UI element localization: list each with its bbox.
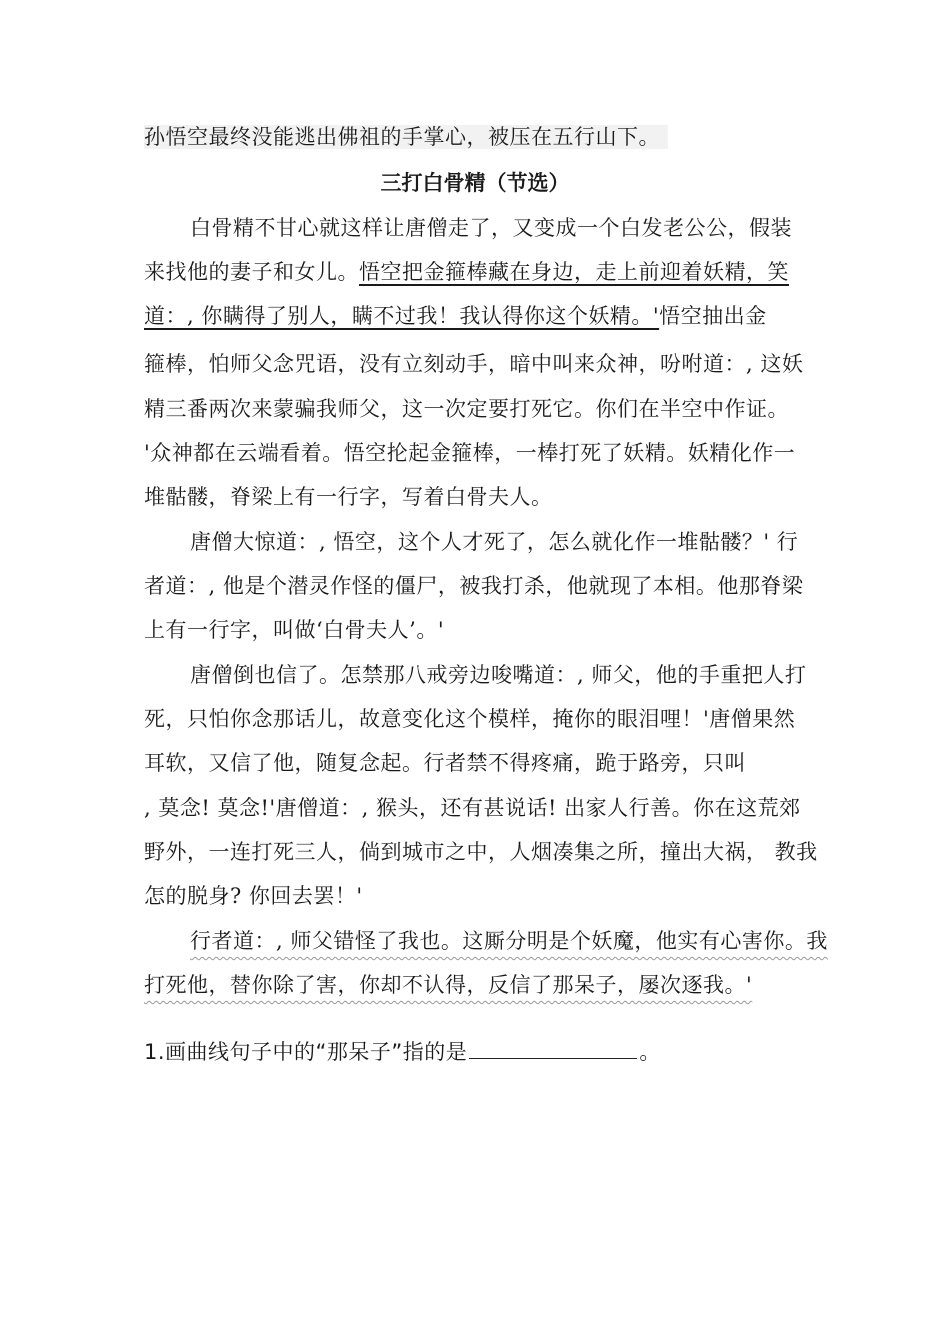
wavy-sentence: 行者道：, 师父错怪了我也。这厮分明是个妖魔，他实有心害你。我 <box>190 929 828 953</box>
passage-line-10: 上有一行字，叫做‘白骨夫人’。' <box>144 618 445 642</box>
intro-text: 孙悟空最终没能逃出佛祖的手掌心，被压在五行山下。 <box>144 125 668 149</box>
intro-line <box>144 122 824 152</box>
passage-line-17 <box>190 926 870 956</box>
passage-line-4: 箍棒，怕师父念咒语，没有立刻动手，暗中叫来众神，吩咐道：, 这妖 <box>144 352 804 376</box>
passage-line-2: 来找他的妻子和女儿。悟空把金箍棒藏在身边，走上前迎着妖精，笑 <box>144 260 789 284</box>
passage-line-1: 白骨精不甘心就这样让唐僧走了，又变成一个白发老公公，假装 <box>190 216 792 240</box>
passage-line-9: 者道：, 他是个潜灵作怪的僵尸，被我打杀，他就现了本相。他那脊梁 <box>144 574 804 598</box>
passage-line-6: '众神都在云端看着。悟空抡起金箍棒，一棒打死了妖精。妖精化作一 <box>144 441 796 465</box>
passage-line-16: 怎的脱身? 你回去罢！' <box>144 884 363 908</box>
passage-line-8: 唐僧大惊道：, 悟空，这个人才死了，怎么就化作一堆骷髅？' 行 <box>190 530 799 554</box>
passage-line-14: , 莫念! 莫念!'唐僧道：, 猴头，还有甚说话! 出家人行善。你在这荒郊 <box>144 796 801 820</box>
wavy-sentence-cont: 打死他，替你除了害，你却不认得，反信了那呆子，屡次逐我。' <box>144 973 753 997</box>
passage-line-3: 道：, 你瞒得了别人，瞒不过我！我认得你这个妖精。'悟空抽出金 <box>144 304 767 328</box>
passage-line-7: 堆骷髅，脊梁上有一行字，写着白骨夫人。 <box>144 485 553 509</box>
passage-line-12: 死，只怕你念那话儿，故意变化这个模样，掩你的眼泪哩！'唐僧果然 <box>144 707 796 731</box>
passage-line-11: 唐僧倒也信了。怎禁那八戒旁边唆嘴道：, 师父，他的手重把人打 <box>190 663 807 687</box>
passage-line-15: 野外，一连打死三人，倘到城市之中，人烟凑集之所，撞出大祸， 教我 <box>144 840 818 864</box>
underlined-sentence: 悟空把金箍棒藏在身边，走上前迎着妖精，笑 <box>359 260 789 284</box>
passage-line-5: 精三番两次来蒙骗我师父，这一次定要打死它。你们在半空中作证。 <box>144 397 789 421</box>
underlined-sentence-cont: 道：, 你瞒得了别人，瞒不过我！我认得你这个妖精。' <box>144 304 660 328</box>
question-text: 画曲线句子中的“那呆子”指的是 <box>165 1040 468 1064</box>
question-end: 。 <box>639 1040 661 1064</box>
question-number: 1. <box>144 1040 166 1064</box>
passage-line-13: 耳软，又信了他，随复念起。行者禁不得疼痛，跪于路旁，只叫 <box>144 751 746 775</box>
passage-title: 三打白骨精（节选） <box>380 171 570 195</box>
passage-line-18 <box>144 970 824 1000</box>
question-1 <box>144 1036 824 1067</box>
answer-blank[interactable] <box>469 1036 637 1059</box>
